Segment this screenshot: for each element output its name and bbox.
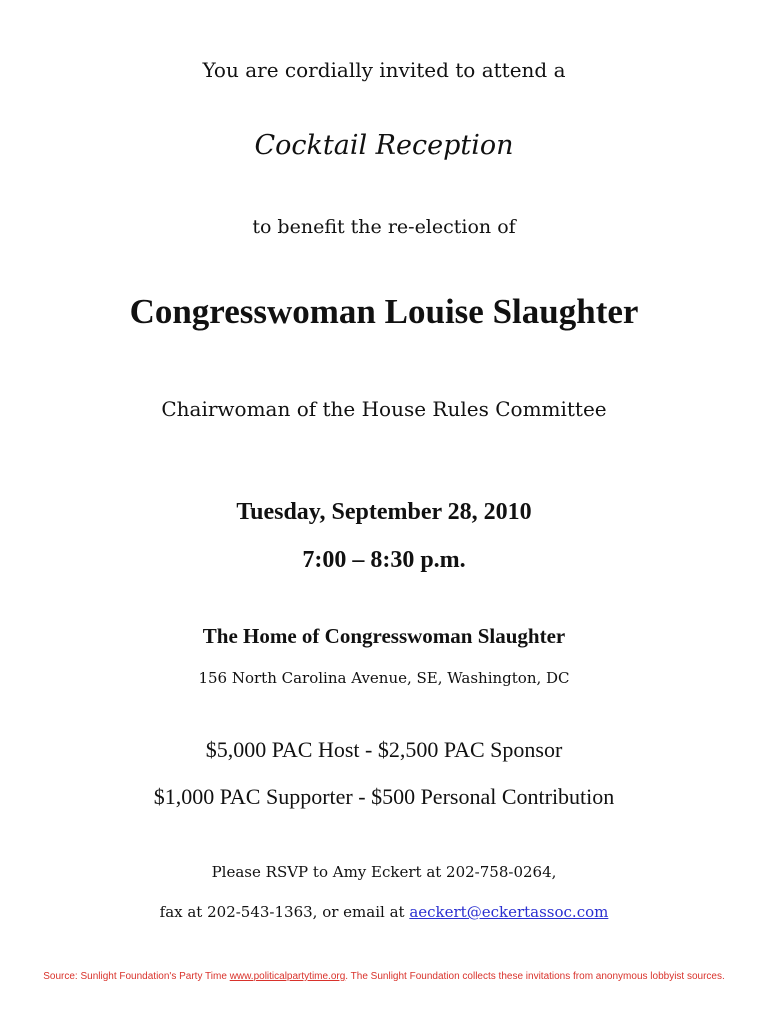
event-venue: The Home of Congresswoman Slaughter (202, 624, 566, 648)
rsvp-line-2-text: fax at 202-543-1363, or email at (159, 903, 410, 921)
source-website-link[interactable]: www.politicalpartytime.org (229, 971, 346, 982)
contribution-levels-1: $5,000 PAC Host - $2,500 PAC Sponsor (205, 737, 563, 762)
intro-text: You are cordially invited to attend a (202, 58, 566, 82)
source-suffix: . The Sunlight Foundation collects these invitations from anonymous lobbyist sources. (345, 971, 725, 982)
rsvp-email-link[interactable]: aeckert@eckertassoc.com (409, 903, 609, 921)
contribution-levels-2: $1,000 PAC Supporter - $500 Personal Contribution (153, 784, 615, 809)
rsvp-line-2 (0, 903, 768, 921)
source-footer (0, 971, 768, 982)
venue-address: 156 North Carolina Avenue, SE, Washington, DC (198, 669, 570, 687)
honoree-title: Chairwoman of the House Rules Committee (161, 397, 607, 421)
source-prefix: Source: Sunlight Foundation's Party Time (43, 971, 230, 982)
honoree-name: Congresswoman Louise Slaughter (129, 292, 639, 331)
event-type-heading: Cocktail Reception (254, 130, 514, 161)
benefit-text: to benefit the re-election of (252, 216, 516, 238)
rsvp-line-1: Please RSVP to Amy Eckert at 202-758-0264, (211, 863, 557, 881)
event-time: 7:00 – 8:30 p.m. (302, 547, 466, 573)
event-date: Tuesday, September 28, 2010 (236, 499, 532, 525)
